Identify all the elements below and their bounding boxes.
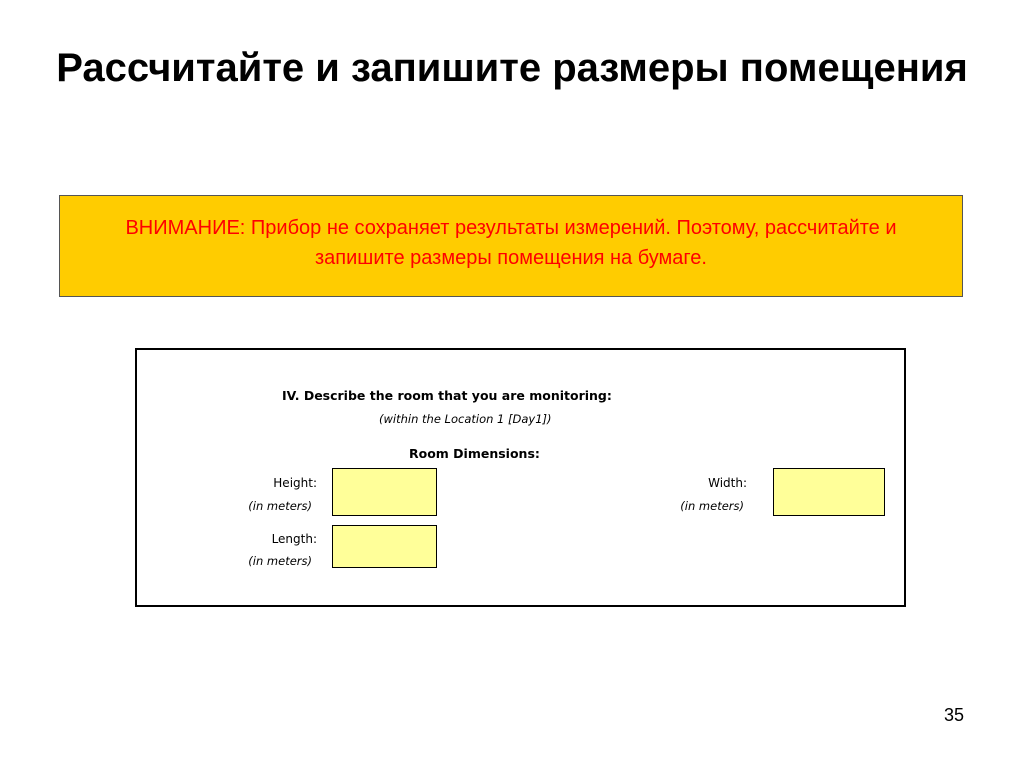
page-number: 35 (943, 705, 964, 725)
width-label: Width: (708, 476, 747, 490)
warning-box (59, 195, 963, 297)
width-input[interactable] (773, 468, 885, 516)
length-unit-label: (in meters) (248, 554, 312, 568)
height-label: Height: (273, 476, 317, 490)
length-input[interactable] (332, 525, 437, 568)
length-label: Length: (271, 532, 317, 546)
slide-title: Рассчитайте и запишите размеры помещения (56, 46, 968, 90)
warning-text: ВНИМАНИЕ: Прибор не сохраняет результаты измерений. Поэтому, рассчитайте и запишите размеры помещения на бумаге. (125, 217, 897, 269)
height-input[interactable] (332, 468, 437, 516)
height-unit-label: (in meters) (248, 499, 312, 513)
form-subtitle: (within the Location 1 [Day1]) (379, 412, 552, 426)
room-dimensions-title: Room Dimensions: (409, 446, 540, 461)
width-unit-label: (in meters) (680, 499, 744, 513)
form-screenshot (135, 348, 906, 607)
form-section-title: IV. Describe the room that you are monitoring: (282, 388, 612, 403)
